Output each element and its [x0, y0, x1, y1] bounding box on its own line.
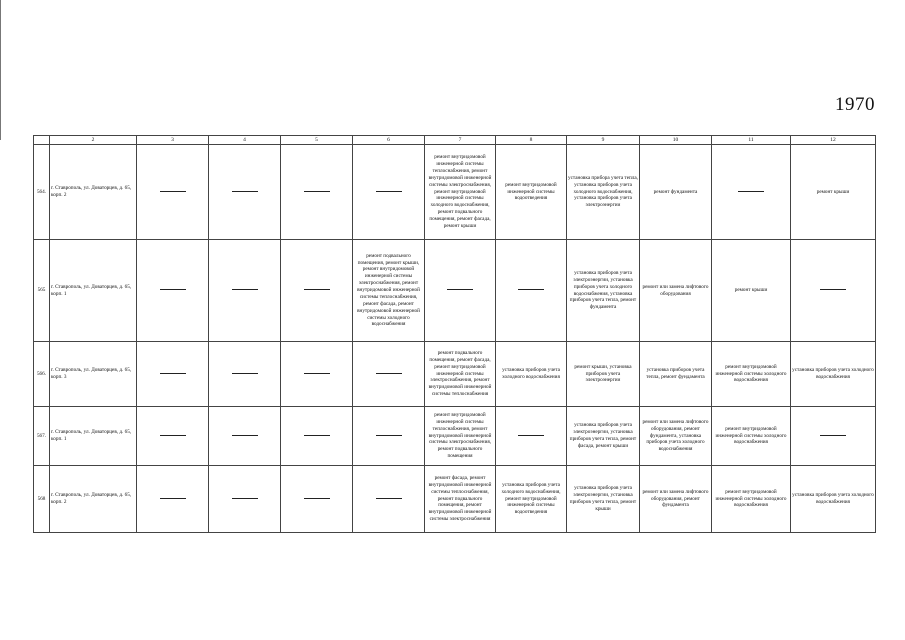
dash-line [738, 191, 764, 192]
dash-line [518, 435, 544, 436]
header-row [34, 136, 876, 145]
header-cell: 10 [640, 136, 712, 145]
empty-cell [209, 407, 281, 466]
table-row [34, 466, 876, 533]
empty-cell [425, 240, 496, 342]
empty-cell [209, 145, 281, 240]
work-cell: ремонт фасада, ремонт внутридомовой инженерной системы теплоснабжения, ремонт подвального помещения, ремонт внутридомовой инженерной системы электроснабжения [425, 466, 496, 533]
address-cell: г. Ставрополь, ул. Доваторцев, д. 65, корп. 2 [50, 466, 137, 533]
work-cell: ремонт крыши [712, 240, 791, 342]
empty-cell [496, 240, 567, 342]
header-cell: 5 [281, 136, 353, 145]
header-cell: 6 [353, 136, 425, 145]
dash-line [232, 435, 258, 436]
row-number: 568 [34, 466, 50, 533]
page-number: 1970 [835, 94, 875, 115]
work-cell: ремонт внутридомовой инженерной системы теплоснабжения, ремонт внутридомовой инженерной системы электроснабжения, ремонт внутридомовой инженерной системы холодного водоснабжения, ремонт подвального помещения, ремонт фасада, ремонт крыши [425, 145, 496, 240]
dash-line [820, 289, 846, 290]
table-row [34, 240, 876, 342]
empty-cell [209, 240, 281, 342]
dash-line [447, 289, 473, 290]
empty-cell [137, 342, 209, 407]
dash-line [376, 191, 402, 192]
header-cell: 12 [791, 136, 876, 145]
dash-line [304, 373, 330, 374]
work-cell: ремонт крыши [791, 145, 876, 240]
empty-cell [791, 240, 876, 342]
address-cell: г. Ставрополь, ул. Доваторцев, д. 65, корп. 1 [50, 407, 137, 466]
work-cell: ремонт внутридомовой инженерной системы водоотведения [496, 145, 567, 240]
row-number: 564. [34, 145, 50, 240]
dash-line [232, 191, 258, 192]
empty-cell [281, 145, 353, 240]
work-cell: установка приборов учета электроэнергии, установка приборов учета холодного водоснабжения, установка приборов учета тепла, ремонт фундамента [567, 240, 640, 342]
work-cell: ремонт или замена лифтового оборудования, ремонт фундамента, установка приборов учета холодного водоснабжения [640, 407, 712, 466]
empty-cell [209, 466, 281, 533]
header-cell: 2 [50, 136, 137, 145]
dash-line [232, 498, 258, 499]
empty-cell [353, 145, 425, 240]
address-cell: г. Ставрополь, ул. Доваторцев, д. 65, корп. 2 [50, 145, 137, 240]
work-cell: установка приборов учета электроэнергии, установка приборов учета тепла, ремонт крыши [567, 466, 640, 533]
empty-cell [137, 466, 209, 533]
dash-line [518, 289, 544, 290]
dash-line [304, 498, 330, 499]
empty-cell [353, 342, 425, 407]
empty-cell [353, 466, 425, 533]
work-cell: ремонт внутридомовой инженерной системы холодного водоснабжения [712, 342, 791, 407]
dash-line [160, 498, 186, 499]
work-cell: ремонт внутридомовой инженерной системы теплоснабжения, ремонт внутридомовой инженерной системы электроснабжения, ремонт подвального помещения [425, 407, 496, 466]
work-cell: установка приборов учета холодного водоснабжения, ремонт внутридомовой инженерной системы водоотведения [496, 466, 567, 533]
dash-line [160, 435, 186, 436]
address-cell: г. Ставрополь, ул. Доваторцев, д. 65, корп. 1 [50, 240, 137, 342]
work-cell: ремонт внутридомовой инженерной системы холодного водоснабжения [712, 466, 791, 533]
dash-line [376, 435, 402, 436]
row-number: 567. [34, 407, 50, 466]
repair-plan-table [33, 135, 876, 533]
empty-cell [496, 407, 567, 466]
row-number: 566. [34, 342, 50, 407]
work-cell: установка приборов учета холодного водоснабжения [791, 466, 876, 533]
header-cell: 11 [712, 136, 791, 145]
work-cell: ремонт подвального помещения, ремонт фасада, ремонт внутридомовой инженерной системы электроснабжения, ремонт внутридомовой инженерной системы теплоснабжения [425, 342, 496, 407]
empty-cell [281, 466, 353, 533]
work-cell: установка приборов учета холодного водоснабжения [791, 342, 876, 407]
dash-line [160, 191, 186, 192]
empty-cell [137, 407, 209, 466]
page-edge-rule [0, 0, 1, 140]
table-row [34, 145, 876, 240]
dash-line [820, 435, 846, 436]
work-cell: ремонт или замена лифтового оборудования, ремонт фундамента [640, 466, 712, 533]
empty-cell [137, 240, 209, 342]
table-row [34, 407, 876, 466]
header-cell: 9 [567, 136, 640, 145]
work-cell: установка приборов учета электроэнергии, установка приборов учета тепла, ремонт фасада, ремонт крыши [567, 407, 640, 466]
table-row [34, 342, 876, 407]
empty-cell [281, 407, 353, 466]
dash-line [376, 373, 402, 374]
dash-line [160, 373, 186, 374]
work-cell: ремонт или замена лифтового оборудования [640, 240, 712, 342]
work-cell: установка приборов учета холодного водоснабжения [496, 342, 567, 407]
header-cell: 7 [425, 136, 496, 145]
dash-line [232, 373, 258, 374]
empty-cell [712, 145, 791, 240]
work-cell: ремонт подвального помещения, ремонт крыши, ремонт внутридомовой инженерной системы электроснабжения, ремонт внутридомовой инженерной системы теплоснабжения, ремонт фасада, ремонт внутридомовой инженерной системы холодного водоснабжения [353, 240, 425, 342]
empty-cell [353, 407, 425, 466]
work-cell: ремонт фундамента [640, 145, 712, 240]
empty-cell [281, 342, 353, 407]
empty-cell [209, 342, 281, 407]
empty-cell [137, 145, 209, 240]
dash-line [304, 435, 330, 436]
work-cell: установка прибора учета тепла, установка приборов учета холодного водоснабжения, установка приборов учета электроэнергии [567, 145, 640, 240]
dash-line [232, 289, 258, 290]
dash-line [304, 191, 330, 192]
empty-cell [791, 407, 876, 466]
empty-cell [281, 240, 353, 342]
work-cell: установка приборов учета тепла, ремонт фундамента [640, 342, 712, 407]
dash-line [376, 498, 402, 499]
dash-line [304, 289, 330, 290]
header-cell [34, 136, 50, 145]
dash-line [160, 289, 186, 290]
header-cell: 8 [496, 136, 567, 145]
header-cell: 4 [209, 136, 281, 145]
address-cell: г. Ставрополь, ул. Доваторцев, д. 65, корп. 3 [50, 342, 137, 407]
row-number: 565 [34, 240, 50, 342]
work-cell: ремонт крыши, установка приборов учета электроэнергии [567, 342, 640, 407]
work-cell: ремонт внутридомовой инженерной системы холодного водоснабжения [712, 407, 791, 466]
header-cell: 3 [137, 136, 209, 145]
